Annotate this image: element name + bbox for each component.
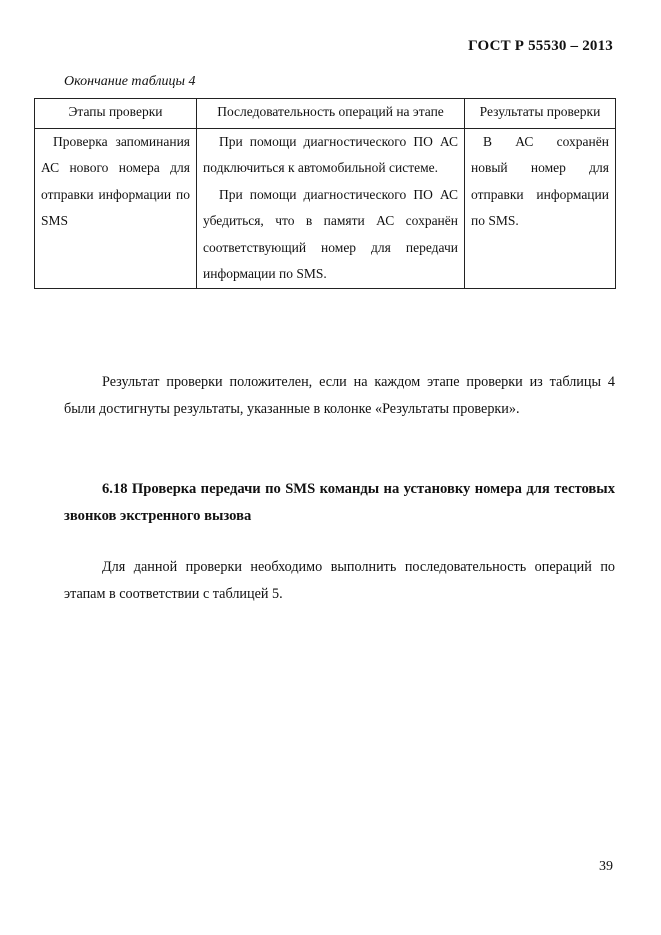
- cell-operations: [197, 128, 465, 288]
- page-number: 39: [599, 859, 613, 874]
- result-paragraph: Результат проверки положителен, если на каждом этапе проверки из таблицы 4 были достигнуты результаты, указанные в колонке «Результаты проверки».: [64, 374, 615, 417]
- intro-paragraph: Для данной проверки необходимо выполнить последовательность операций по этапам в соответствии с таблицей 5.: [64, 559, 615, 602]
- table-row: [35, 128, 616, 288]
- table-caption: Окончание таблицы 4: [64, 74, 196, 89]
- header-stages: Этапы проверки: [35, 99, 197, 129]
- verification-table: [34, 98, 616, 289]
- table-header-row: [35, 99, 616, 129]
- stage-text: Проверка запоминания АС нового номера для отправки информации по SMS: [41, 133, 190, 228]
- standard-code-header: ГОСТ Р 55530 – 2013: [468, 38, 613, 54]
- cell-result: [465, 128, 616, 288]
- result-text: В АС сохранён новый номер для отправки информации по SMS.: [471, 133, 609, 228]
- operation-text-2: При помощи диагностического ПО АС убедиться, что в памяти АС сохранён соответствующий номер для передачи информации по SMS.: [203, 186, 458, 281]
- header-results: Результаты проверки: [465, 99, 616, 129]
- section-heading: 6.18 Проверка передачи по SMS команды на установку номера для тестовых звонков экстренного вызова: [64, 481, 615, 524]
- header-operations: Последовательность операций на этапе: [197, 99, 465, 129]
- cell-stage: [35, 128, 197, 288]
- operation-text-1: При помощи диагностического ПО АС подключиться к автомобильной системе.: [203, 133, 458, 175]
